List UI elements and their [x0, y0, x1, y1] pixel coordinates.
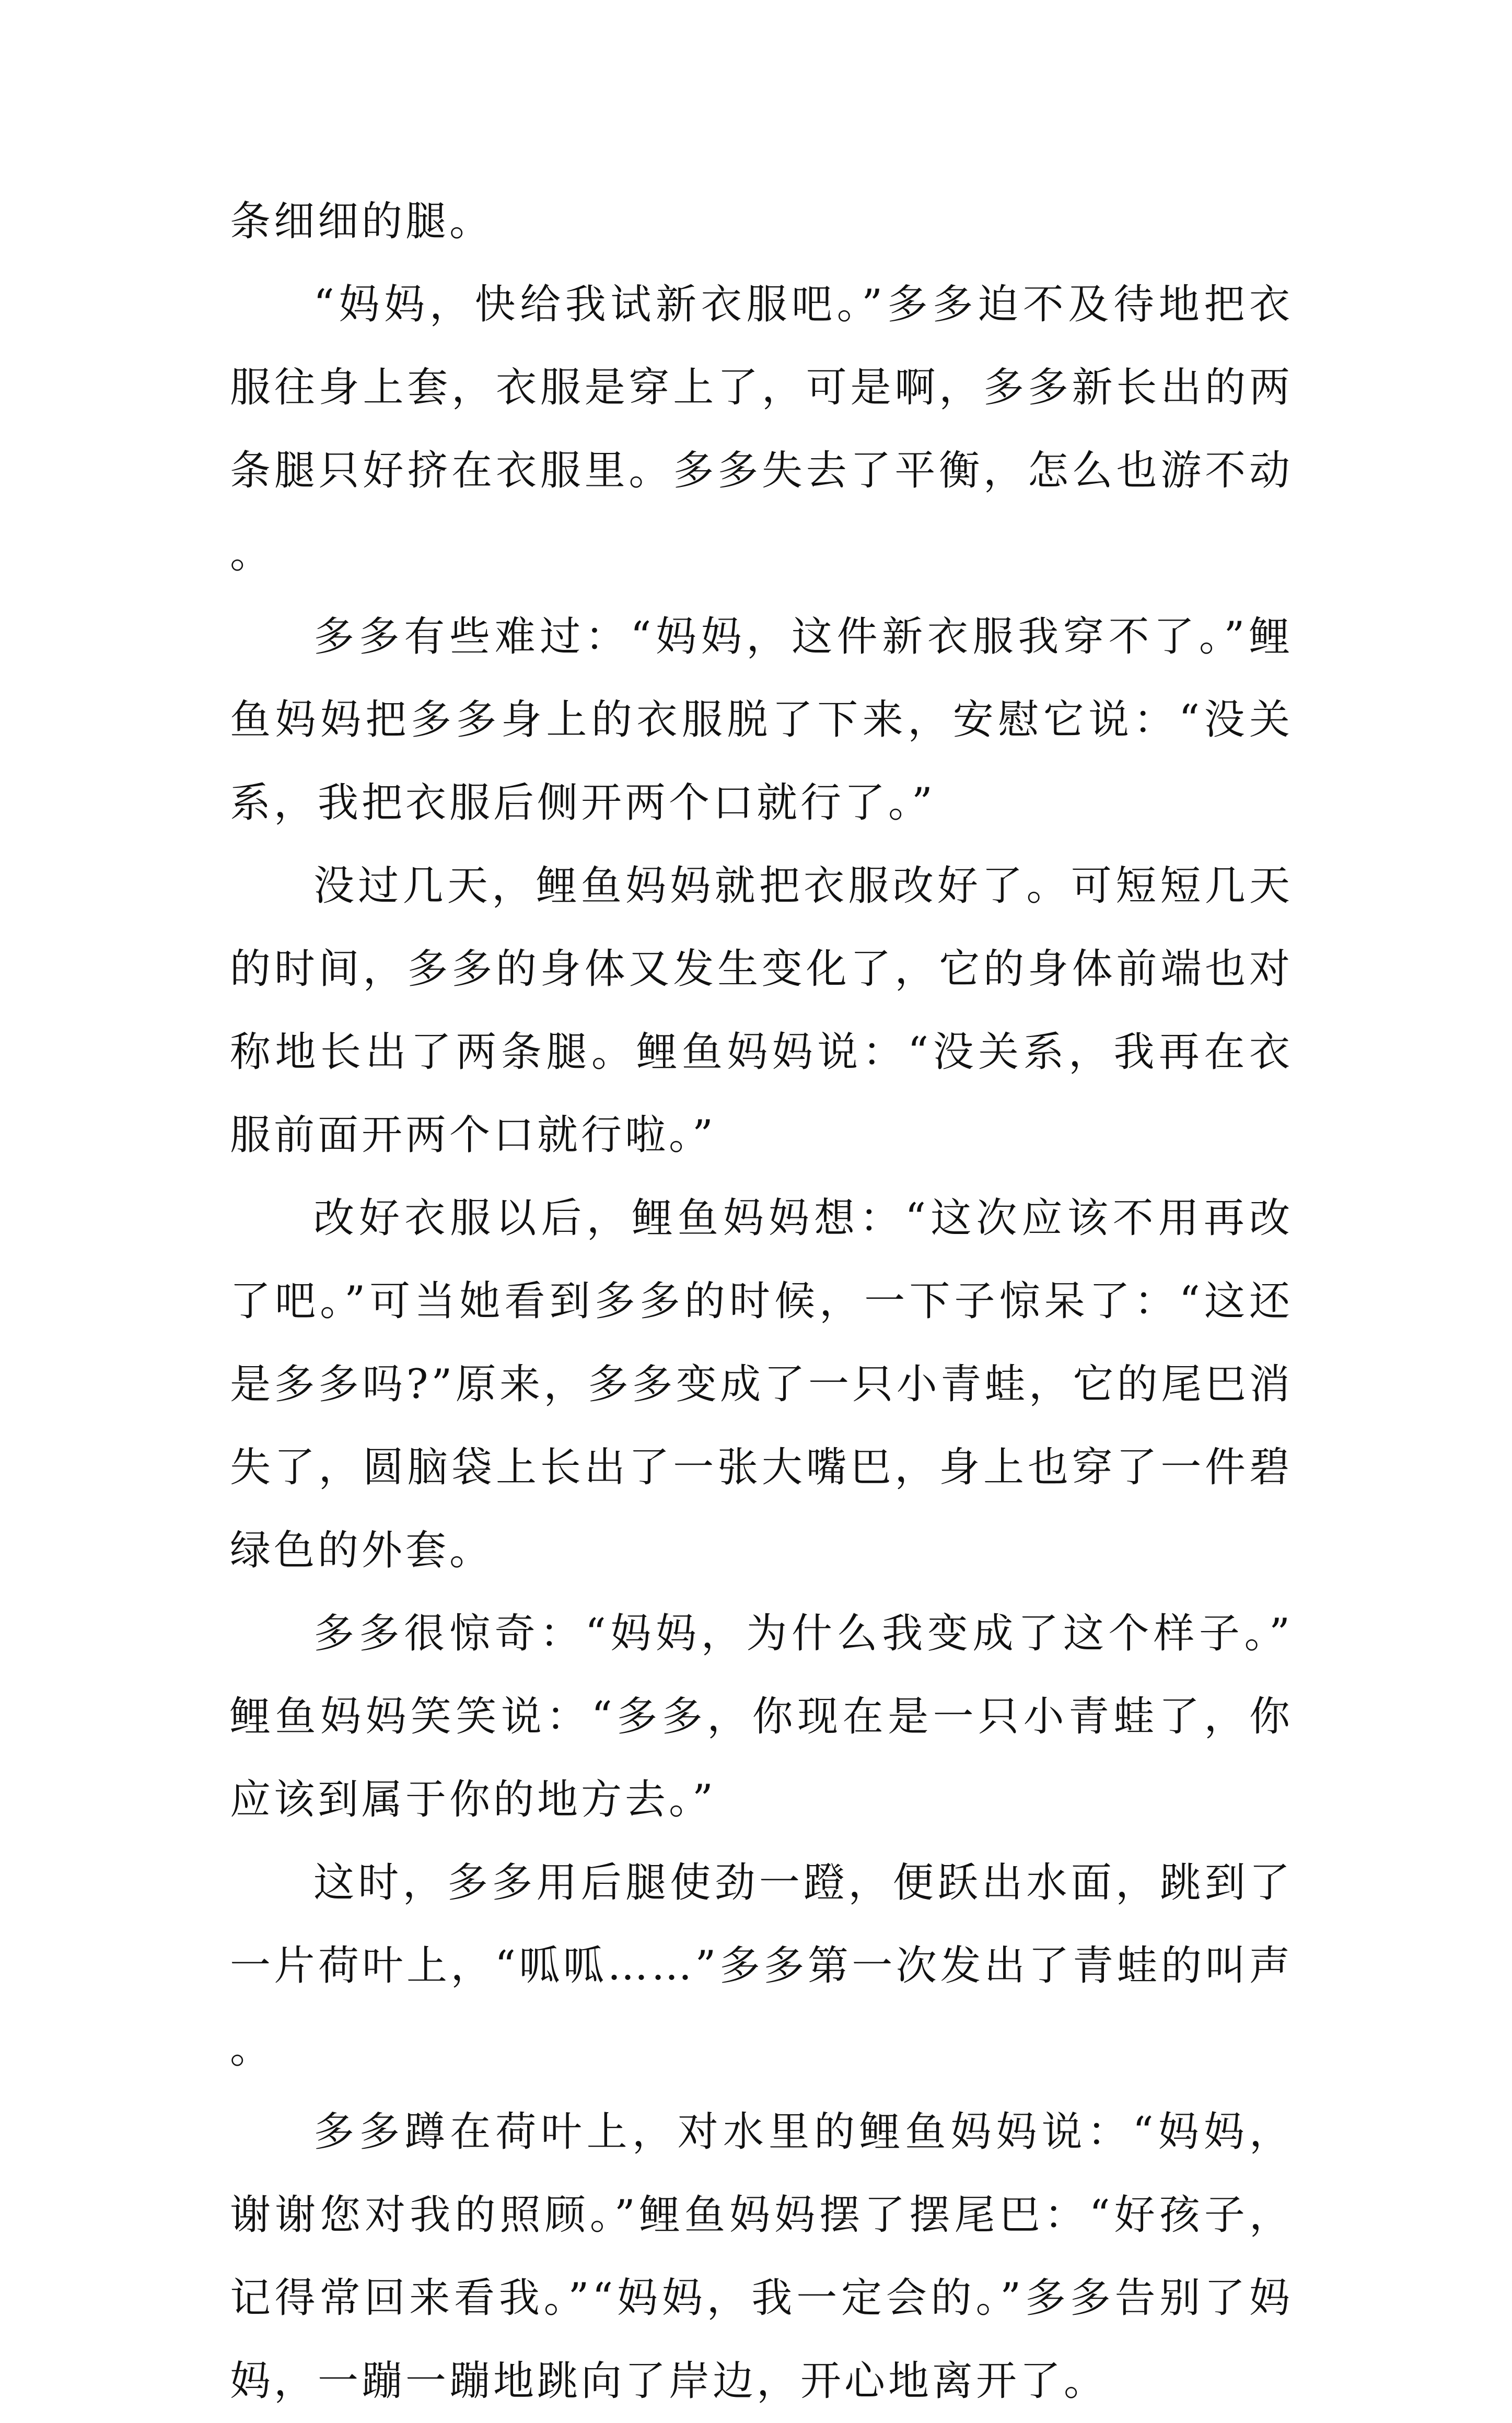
paragraph-5: 改好衣服以后，鲤鱼妈妈想：“这次应该不用再改了吧。”可当她看到多多的时候，一下子惊呆了：“这还是多多吗?”原来，多多变成了一只小青蛙，它的尾巴消失了，圆脑袋上长出了一张大嘴巴，身上也穿了一件碧绿色的外套。	[230, 1195, 1293, 1574]
story-text	[230, 180, 1293, 2423]
paragraph-3: 多多有些难过：“妈妈，这件新衣服我穿不了。”鲤鱼妈妈把多多身上的衣服脱了下来，安慰它说：“没关系，我把衣服后侧开两个口就行了。”	[230, 613, 1293, 826]
paragraph-8: 多多蹲在荷叶上，对水里的鲤鱼妈妈说：“妈妈，谢谢您对我的照顾。”鲤鱼妈妈摆了摆尾巴：“好孩子，记得常回来看我。”“妈妈，我一定会的。”多多告别了妈妈，一蹦一蹦地跳向了岸边，开心地离开了。	[230, 2109, 1293, 2405]
paragraph-1: 条细细的腿。	[230, 198, 494, 245]
paragraph-6: 多多很惊奇：“妈妈，为什么我变成了这个样子。”鲤鱼妈妈笑笑说：“多多，你现在是一只小青蛙了，你应该到属于你的地方去。”	[230, 1610, 1293, 1823]
paragraph-7: 这时，多多用后腿使劲一蹬，便跃出水面，跳到了一片荷叶上，“呱呱……”多多第一次发出了青蛙的叫声。	[230, 1859, 1293, 2072]
paragraph-4: 没过几天，鲤鱼妈妈就把衣服改好了。可短短几天的时间，多多的身体又发生变化了，它的身体前端也对称地长出了两条腿。鲤鱼妈妈说：“没关系，我再在衣服前面开两个口就行啦。”	[230, 863, 1293, 1159]
paragraph-2: “妈妈，快给我试新衣服吧。”多多迫不及待地把衣服往身上套，衣服是穿上了，可是啊，多多新长出的两条腿只好挤在衣服里。多多失去了平衡，怎么也游不动。	[230, 281, 1293, 577]
